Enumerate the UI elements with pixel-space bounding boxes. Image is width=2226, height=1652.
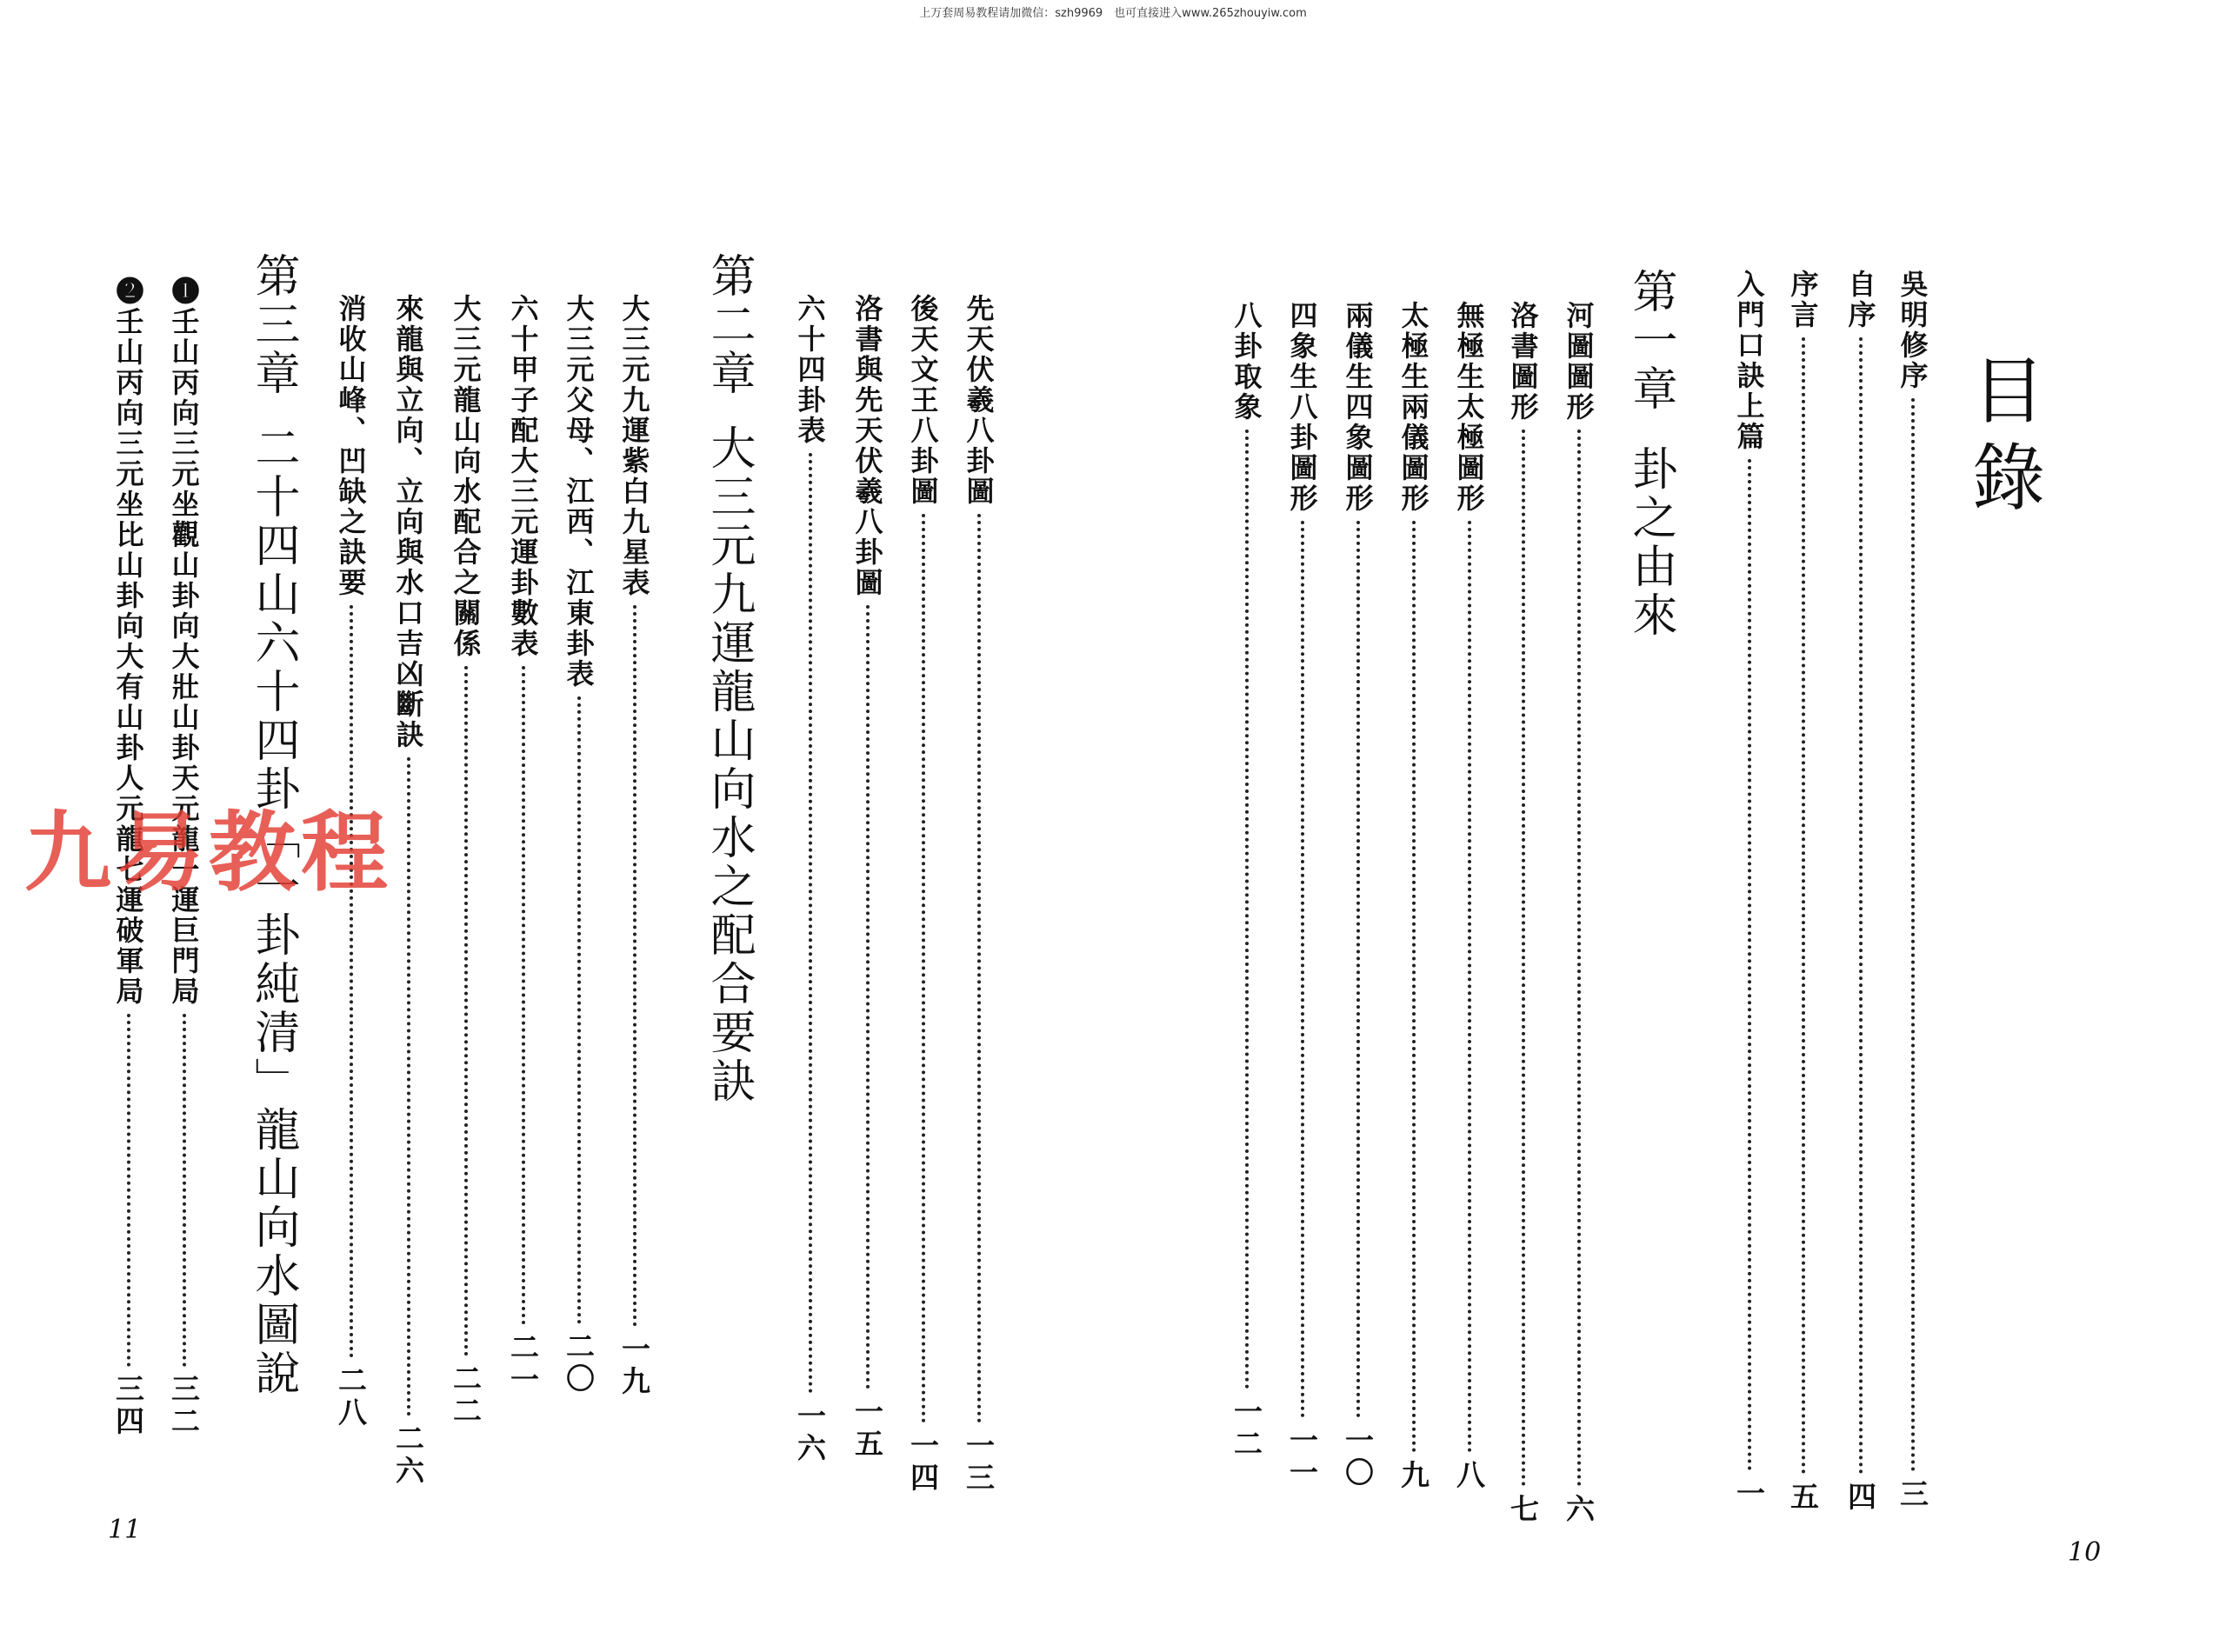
toc-entry[interactable] [1840, 270, 1881, 1514]
dot-leader [1468, 521, 1471, 1453]
toc-entry-page: 五 [1786, 1482, 1820, 1514]
folio-left: 11 [108, 1515, 142, 1545]
toc-entry[interactable] [1449, 301, 1490, 1492]
toc-entry[interactable] [1783, 270, 1823, 1514]
toc-entry[interactable] [445, 294, 486, 1428]
toc-entry[interactable] [388, 294, 429, 1488]
toc-entry[interactable] [958, 294, 999, 1495]
toc-entry-title: 大三元父母、江西、江東卦表 [562, 294, 596, 689]
dot-leader [1356, 521, 1360, 1418]
dot-leader [866, 605, 870, 1389]
toc-entry[interactable] [503, 294, 543, 1396]
right-page [1113, 0, 2226, 1652]
toc-entry-title: 自序 [1843, 270, 1877, 330]
dot-leader [633, 605, 636, 1327]
toc-entry[interactable] [1558, 301, 1599, 1526]
toc-entry-page: 三 [1896, 1479, 1929, 1511]
dot-leader [183, 1014, 186, 1367]
chapter-title: 卦之由來 [1624, 445, 1676, 640]
toc-entry-title: 入門口訣上篇 [1732, 270, 1766, 452]
dot-leader [522, 666, 525, 1325]
toc-entry-title: 消收山峰、凹缺之訣要 [334, 294, 368, 598]
chapter-label: 第一章 [1624, 268, 1676, 414]
toc-entry-page: 六 [1562, 1494, 1596, 1526]
dot-leader [1911, 398, 1915, 1472]
chapter-label: 第三章 [247, 252, 299, 398]
toc-entry-page: 一五 [850, 1396, 884, 1461]
toc-entry[interactable] [1393, 301, 1434, 1492]
toc-entry-page: 一六 [793, 1401, 827, 1465]
dot-leader [1802, 337, 1805, 1475]
toc-title-char-2: 錄 [1972, 436, 2046, 521]
dot-leader [1412, 521, 1416, 1453]
toc-entry-title: 四象生八卦圖形 [1285, 301, 1319, 514]
toc-entry[interactable] [1503, 301, 1543, 1526]
toc-entry-page: 九 [1396, 1460, 1430, 1492]
toc-entry-title: 六十甲子配大三元運卦數表 [506, 294, 540, 659]
toc-entry-page: 一一 [1285, 1425, 1319, 1489]
toc-entry-title: ❷壬山丙向三元坐比山卦向大有山卦人元龍七運破軍局 [111, 276, 145, 1007]
toc-entry-page: 二八 [334, 1365, 368, 1429]
toc-title [1972, 348, 2045, 522]
toc-entry[interactable] [847, 294, 888, 1461]
toc-entry-page: 一二 [1230, 1396, 1263, 1461]
toc-entry-title: 大三元龍山向水配合之關係 [449, 294, 483, 659]
toc-entry-title: 洛書圖形 [1506, 301, 1540, 423]
chapter-heading-2[interactable] [704, 252, 753, 1106]
toc-entry[interactable] [1337, 301, 1378, 1489]
toc-entry-title: 八卦取象 [1230, 301, 1263, 423]
dot-leader [464, 666, 468, 1356]
toc-entry-page: 八 [1452, 1460, 1486, 1492]
dot-leader [350, 605, 353, 1358]
toc-entry-title: 來龍與立向、立向與水口吉凶斷訣 [391, 294, 425, 750]
toc-entry-page: 一〇 [1341, 1425, 1375, 1489]
toc-entry-title: 六十四卦表 [793, 294, 827, 446]
toc-entry-page: 一 [1732, 1478, 1766, 1510]
toc-entry-title: 河圖圖形 [1562, 301, 1596, 423]
toc-entry-page: 二二 [449, 1363, 483, 1428]
toc-entry-page: 四 [1843, 1482, 1877, 1514]
toc-entry[interactable] [1729, 270, 1769, 1510]
toc-entry-title: 吳明修序 [1896, 270, 1929, 391]
chapter-title: 二十四山六十四卦「一卦純清」龍山向水圖說 [247, 424, 299, 1398]
watermark: 九易教程 [24, 802, 393, 903]
dot-leader [577, 696, 581, 1324]
toc-entry-title: 兩儀生四象圖形 [1341, 301, 1375, 514]
toc-entry-title: 序言 [1786, 270, 1820, 330]
dot-leader [1245, 430, 1249, 1389]
toc-entry-title: 後天文王八卦圖 [906, 294, 940, 507]
toc-title-char-1: 目 [1972, 349, 2046, 434]
toc-entry-page: 二一 [506, 1332, 540, 1396]
dot-leader [809, 453, 812, 1394]
dot-leader [407, 757, 410, 1416]
toc-entry-page: 七 [1506, 1494, 1540, 1526]
toc-entry[interactable] [1226, 301, 1267, 1461]
dot-leader [922, 514, 925, 1423]
toc-entry-page: 三二 [167, 1374, 201, 1438]
toc-entry-page: 一九 [617, 1334, 651, 1398]
toc-entry[interactable] [558, 294, 599, 1396]
toc-entry-title: 大三元九運紫白九星表 [617, 294, 651, 598]
dot-leader [1522, 430, 1525, 1487]
toc-entry-title: 無極生太極圖形 [1452, 301, 1486, 514]
dot-leader [1859, 337, 1863, 1475]
toc-entry-page: 二〇 [562, 1331, 596, 1396]
toc-entry-title: 太極生兩儀圖形 [1396, 301, 1430, 514]
dot-leader [1577, 430, 1581, 1487]
header-banner: 上万套周易教程请加微信：szh9969 也可直接进入www.265zhouyiw.com [919, 7, 1307, 20]
chapter-label: 第二章 [703, 252, 755, 398]
folio-right: 10 [2068, 1537, 2102, 1568]
toc-entry[interactable] [1892, 270, 1933, 1511]
dot-leader [977, 514, 981, 1423]
chapter-heading-1[interactable] [1626, 268, 1675, 640]
toc-entry-title: ❶壬山丙向三元坐觀山卦向大壯山卦天元龍一運巨門局 [167, 276, 201, 1007]
toc-entry-page: 一三 [962, 1430, 996, 1495]
toc-entry[interactable] [790, 294, 830, 1465]
dot-leader [127, 1014, 130, 1367]
toc-entry-title: 先天伏羲八卦圖 [962, 294, 996, 507]
toc-entry[interactable] [1282, 301, 1323, 1489]
toc-entry-page: 一四 [906, 1430, 940, 1495]
dot-leader [1301, 521, 1304, 1418]
toc-entry-page: 三四 [111, 1374, 145, 1438]
chapter-title: 大三元九運龍山向水之配合要訣 [703, 424, 755, 1106]
toc-entry[interactable] [903, 294, 943, 1495]
dot-leader [1748, 459, 1751, 1471]
toc-entry-title: 洛書與先天伏羲八卦圖 [850, 294, 884, 598]
toc-entry-page: 二六 [391, 1423, 425, 1488]
toc-entry[interactable] [614, 294, 655, 1398]
